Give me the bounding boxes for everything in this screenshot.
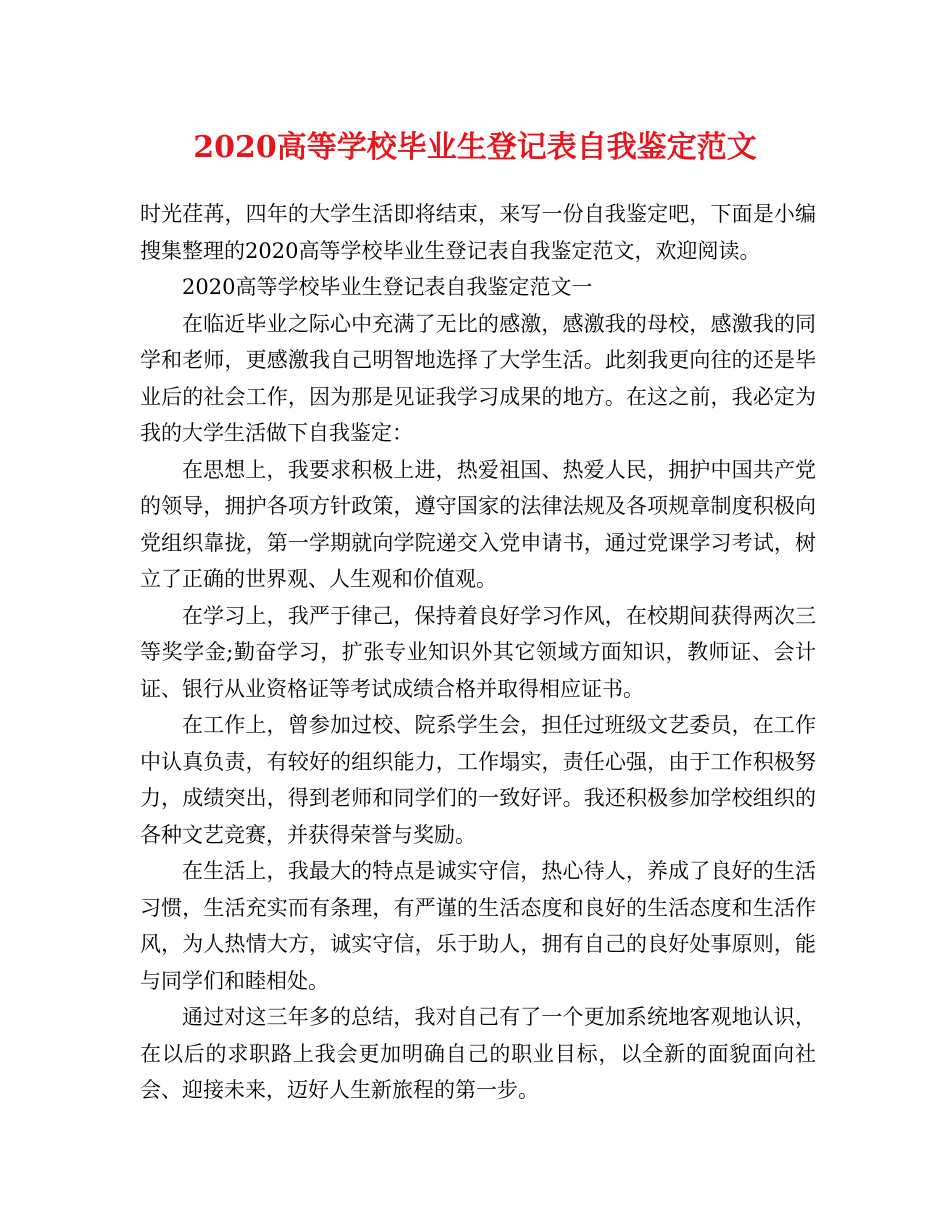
paragraph-ideology: 在思想上，我要求积极上进，热爱祖国、热爱人民，拥护中国共产党的领导，拥护各项方针政策，遵守国家的法律法规及各项规章制度积极向党组织靠拢，第一学期就向学院递交入党申请书，通过党课学习考试，树立了正确的世界观、人生观和价值观。	[140, 457, 816, 591]
document-body	[140, 196, 816, 1109]
paragraph-summary: 通过对这三年多的总结，我对自己有了一个更加系统地客观地认识，在以后的求职路上我会更加明确自己的职业目标，以全新的面貌面向社会、迎接未来，迈好人生新旅程的第一步。	[140, 1005, 816, 1102]
document-title: 2020高等学校毕业生登记表自我鉴定范文	[193, 130, 757, 165]
section-heading: 2020高等学校毕业生登记表自我鉴定范文一	[182, 275, 593, 299]
paragraph-study: 在学习上，我严于律己，保持着良好学习作风，在校期间获得两次三等奖学金;勤奋学习，扩张专业知识外其它领域方面知识，教师证、会计证、银行从业资格证等考试成绩合格并取得相应证书。	[140, 603, 816, 701]
paragraph-life: 在生活上，我最大的特点是诚实守信，热心待人，养成了良好的生活习惯，生活充实而有条理，有严谨的生活态度和良好的生活态度和生活作风，为人热情大方，诚实守信，乐于助人，拥有自己的良好处事原则，能与同学们和睦相处。	[140, 859, 816, 993]
paragraph-opening: 在临近毕业之际心中充满了无比的感激，感激我的母校，感激我的同学和老师，更感激我自己明智地选择了大学生活。此刻我更向往的还是毕业后的社会工作，因为那是见证我学习成果的地方。在这之前，我必定为我的大学生活做下自我鉴定：	[140, 311, 816, 445]
paragraph-work: 在工作上，曾参加过校、院系学生会，担任过班级文艺委员，在工作中认真负责，有较好的组织能力，工作塌实，责任心强，由于工作积极努力，成绩突出，得到老师和同学们的一致好评。我还积极参加学校组织的各种文艺竞赛，并获得荣誉与奖励。	[140, 713, 816, 847]
paragraph-intro: 时光荏苒，四年的大学生活即将结束，来写一份自我鉴定吧，下面是小编搜集整理的2020高等学校毕业生登记表自我鉴定范文，欢迎阅读。	[140, 202, 816, 263]
